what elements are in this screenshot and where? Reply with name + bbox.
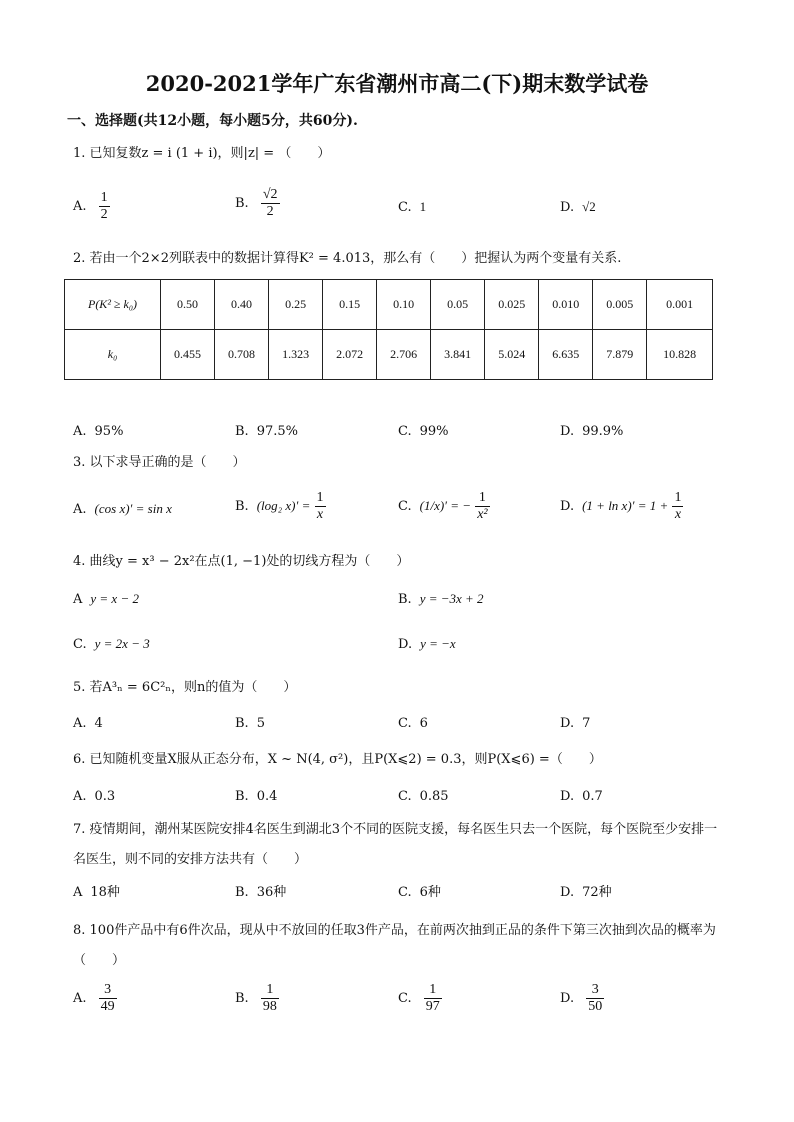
table-row-header: k₀: [65, 330, 161, 380]
q7-option-a[interactable]: A 18种: [73, 885, 120, 900]
q2-option-b[interactable]: B. 97.5%: [235, 424, 298, 439]
table-cell: 10.828: [647, 330, 713, 380]
q8-option-b[interactable]: B. $\frac{1}{98}$: [235, 982, 277, 1014]
table-row: [65, 330, 713, 380]
q4-option-a[interactable]: A y = x − 2: [73, 591, 139, 607]
q3-option-d[interactable]: D. (1 + ln x)′ = 1 + $\frac{1}{x}$: [560, 490, 682, 522]
table-cell: 0.50: [161, 280, 215, 330]
fraction: $\frac{1}{97}$: [425, 982, 440, 1014]
table-row-header: P(K² ≥ k₀): [65, 280, 161, 330]
table-cell: 0.455: [161, 330, 215, 380]
question-8-stem: 8. 100件产品中有6件次品，现从中不放回的任取3件产品，在前两次抽到正品的条件下第三次抽到次品的概率为（ ）: [73, 923, 716, 968]
table-cell: 2.072: [323, 330, 377, 380]
q8-option-c[interactable]: C. $\frac{1}{97}$: [398, 982, 440, 1014]
table-cell: 0.001: [647, 280, 713, 330]
q3-option-c[interactable]: C. (1/x)′ = − $\frac{1}{\text{x²}}$: [398, 490, 488, 522]
q7-option-d[interactable]: D. 72种: [560, 885, 612, 900]
fraction: $\frac{1}{2}$: [100, 190, 108, 222]
question-3-stem: 3. 以下求导正确的是（ ）: [73, 455, 246, 470]
q2-option-a[interactable]: A. 95%: [73, 424, 124, 439]
fraction: $\frac{1}{x}$: [674, 490, 682, 522]
q4-option-d[interactable]: D. y = −x: [398, 636, 456, 652]
q5-option-c[interactable]: C. 6: [398, 716, 428, 731]
table-row: [65, 280, 713, 330]
q3-option-b[interactable]: B. (log₂ x)′ = $\frac{1}{x}$: [235, 490, 324, 522]
fraction: $\frac{1}{98}$: [262, 982, 277, 1014]
section-heading: 一、选择题(共12小题，每小题5分，共60分).: [67, 113, 358, 129]
q2-option-d[interactable]: D. 99.9%: [560, 424, 624, 439]
q8-option-d[interactable]: D. $\frac{3}{50}$: [560, 982, 603, 1014]
table-cell: 0.708: [215, 330, 269, 380]
table-cell: 0.05: [431, 280, 485, 330]
q7-option-c[interactable]: C. 6种: [398, 885, 441, 900]
question-7-stem: 7. 疫情期间，潮州某医院安排4名医生到湖北3个不同的医院支援，每名医生只去一个医院，每个医院至少安排一名医生，则不同的安排方法共有（ ）: [73, 822, 718, 867]
table-cell: 0.005: [593, 280, 647, 330]
table-cell: 0.10: [377, 280, 431, 330]
table-cell: 2.706: [377, 330, 431, 380]
table-cell: 0.40: [215, 280, 269, 330]
q1-option-c[interactable]: C. 1: [398, 199, 427, 215]
question-6-stem: 6. 已知随机变量X服从正态分布，X ~ N(4, σ²)，且P(X⩽2) = 0.3，则P(X⩽6) =（ ）: [73, 752, 602, 767]
question-2-stem: 2. 若由一个2×2列联表中的数据计算得K² = 4.013，那么有（ ）把握认为两个变量有关系.: [73, 251, 622, 266]
fraction: $\frac{√2}{2}$: [262, 187, 278, 219]
q1-option-b[interactable]: B. $\frac{√2}{2}$: [235, 187, 278, 219]
table-cell: 0.25: [269, 280, 323, 330]
question-4-stem: 4. 曲线y = x³ − 2x²在点(1, −1)处的切线方程为（ ）: [73, 554, 410, 569]
table-cell: 1.323: [269, 330, 323, 380]
question-1-stem: 1. 已知复数z = i (1 + i)，则|z| = （ ）: [73, 146, 331, 161]
q5-option-b[interactable]: B. 5: [235, 716, 265, 731]
fraction: $\frac{3}{49}$: [100, 982, 115, 1014]
q1-option-a[interactable]: A. $\frac{1}{2}$: [73, 190, 108, 222]
fraction: $\frac{1}{\text{x²}}$: [477, 490, 488, 522]
q6-option-b[interactable]: B. 0.4: [235, 789, 278, 804]
exam-title: 2020-2021学年广东省潮州市高二(下)期末数学试卷: [145, 71, 649, 96]
q1-option-d[interactable]: D. √2: [560, 199, 596, 215]
q8-option-a[interactable]: A. $\frac{3}{49}$: [73, 982, 115, 1014]
fraction: $\frac{1}{x}$: [316, 490, 324, 522]
question-5-stem: 5. 若A³ₙ = 6C²ₙ，则n的值为（ ）: [73, 680, 297, 695]
table-cell: 7.879: [593, 330, 647, 380]
table-cell: 5.024: [485, 330, 539, 380]
q6-option-d[interactable]: D. 0.7: [560, 789, 603, 804]
table-cell: 0.010: [539, 280, 593, 330]
q3-option-a[interactable]: A. (cos x)′ = sin x: [73, 501, 172, 517]
q4-option-c[interactable]: C. y = 2x − 3: [73, 636, 150, 652]
table-cell: 3.841: [431, 330, 485, 380]
q4-option-b[interactable]: B. y = −3x + 2: [398, 591, 484, 607]
q6-option-a[interactable]: A. 0.3: [73, 789, 116, 804]
fraction: $\frac{3}{50}$: [588, 982, 603, 1014]
critical-value-table: [64, 279, 713, 380]
table-cell: 0.025: [485, 280, 539, 330]
q5-option-d[interactable]: D. 7: [560, 716, 591, 731]
q5-option-a[interactable]: A. 4: [73, 716, 103, 731]
table-cell: 6.635: [539, 330, 593, 380]
q2-option-c[interactable]: C. 99%: [398, 424, 449, 439]
table-cell: 0.15: [323, 280, 377, 330]
q7-option-b[interactable]: B. 36种: [235, 885, 287, 900]
q6-option-c[interactable]: C. 0.85: [398, 789, 449, 804]
